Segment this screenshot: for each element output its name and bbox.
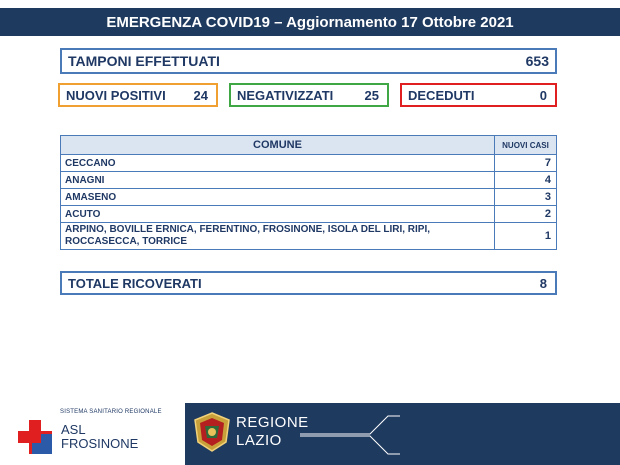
asl-cross-icon — [18, 420, 52, 454]
totale-ricoverati-value: 8 — [539, 275, 547, 291]
comuni-table — [60, 135, 557, 250]
column-header-comune: COMUNE — [61, 136, 495, 155]
row-comune: ARPINO, BOVILLE ERNICA, FERENTINO, FROSINONE, ISOLA DEL LIRI, RIPI, ROCCASECCA, TORRICE — [61, 223, 495, 250]
row-comune: AMASENO — [61, 189, 495, 206]
page-header — [0, 8, 620, 36]
totale-ricoverati-box — [60, 271, 557, 295]
regione-lazio-name — [236, 414, 309, 450]
totale-ricoverati-label: TOTALE RICOVERATI — [68, 275, 202, 291]
negativizzati-value: 25 — [364, 87, 379, 103]
row-casi: 4 — [495, 172, 557, 189]
asl-name — [61, 423, 138, 451]
deceduti-box — [400, 83, 557, 107]
table-row — [61, 206, 557, 223]
tamponi-label: TAMPONI EFFETTUATI — [68, 53, 220, 69]
asl-line2: FROSINONE — [61, 436, 139, 451]
region-line1: REGIONE — [236, 414, 309, 431]
tamponi-box — [60, 48, 557, 74]
nuovi-positivi-label: NUOVI POSITIVI — [66, 87, 166, 103]
deceduti-label: DECEDUTI — [408, 87, 475, 103]
table-row — [61, 172, 557, 189]
asl-tagline: SISTEMA SANITARIO REGIONALE — [60, 409, 162, 415]
table-row — [61, 155, 557, 172]
row-casi: 7 — [495, 155, 557, 172]
table-row — [61, 223, 557, 250]
asl-line1: ASL — [61, 422, 86, 437]
negativizzati-label: NEGATIVIZZATI — [237, 87, 334, 103]
negativizzati-box — [229, 83, 389, 107]
page-title: EMERGENZA COVID19 – Aggiornamento 17 Ottobre 2021 — [106, 13, 514, 31]
nuovi-positivi-box — [58, 83, 218, 107]
column-header-nuovi-casi: NUOVI CASI — [495, 136, 557, 155]
row-comune: ANAGNI — [61, 172, 495, 189]
table-row — [61, 189, 557, 206]
deceduti-value: 0 — [539, 87, 547, 103]
regione-lazio-emblem-icon — [193, 412, 231, 452]
row-comune: ACUTO — [61, 206, 495, 223]
row-comune: CECCANO — [61, 155, 495, 172]
row-casi: 3 — [495, 189, 557, 206]
nuovi-positivi-value: 24 — [193, 87, 208, 103]
table-header-row — [61, 136, 557, 155]
regione-lazio-decoration — [300, 410, 400, 458]
row-casi: 2 — [495, 206, 557, 223]
tamponi-value: 653 — [525, 53, 549, 69]
region-line2: LAZIO — [236, 432, 282, 449]
row-casi: 1 — [495, 223, 557, 250]
